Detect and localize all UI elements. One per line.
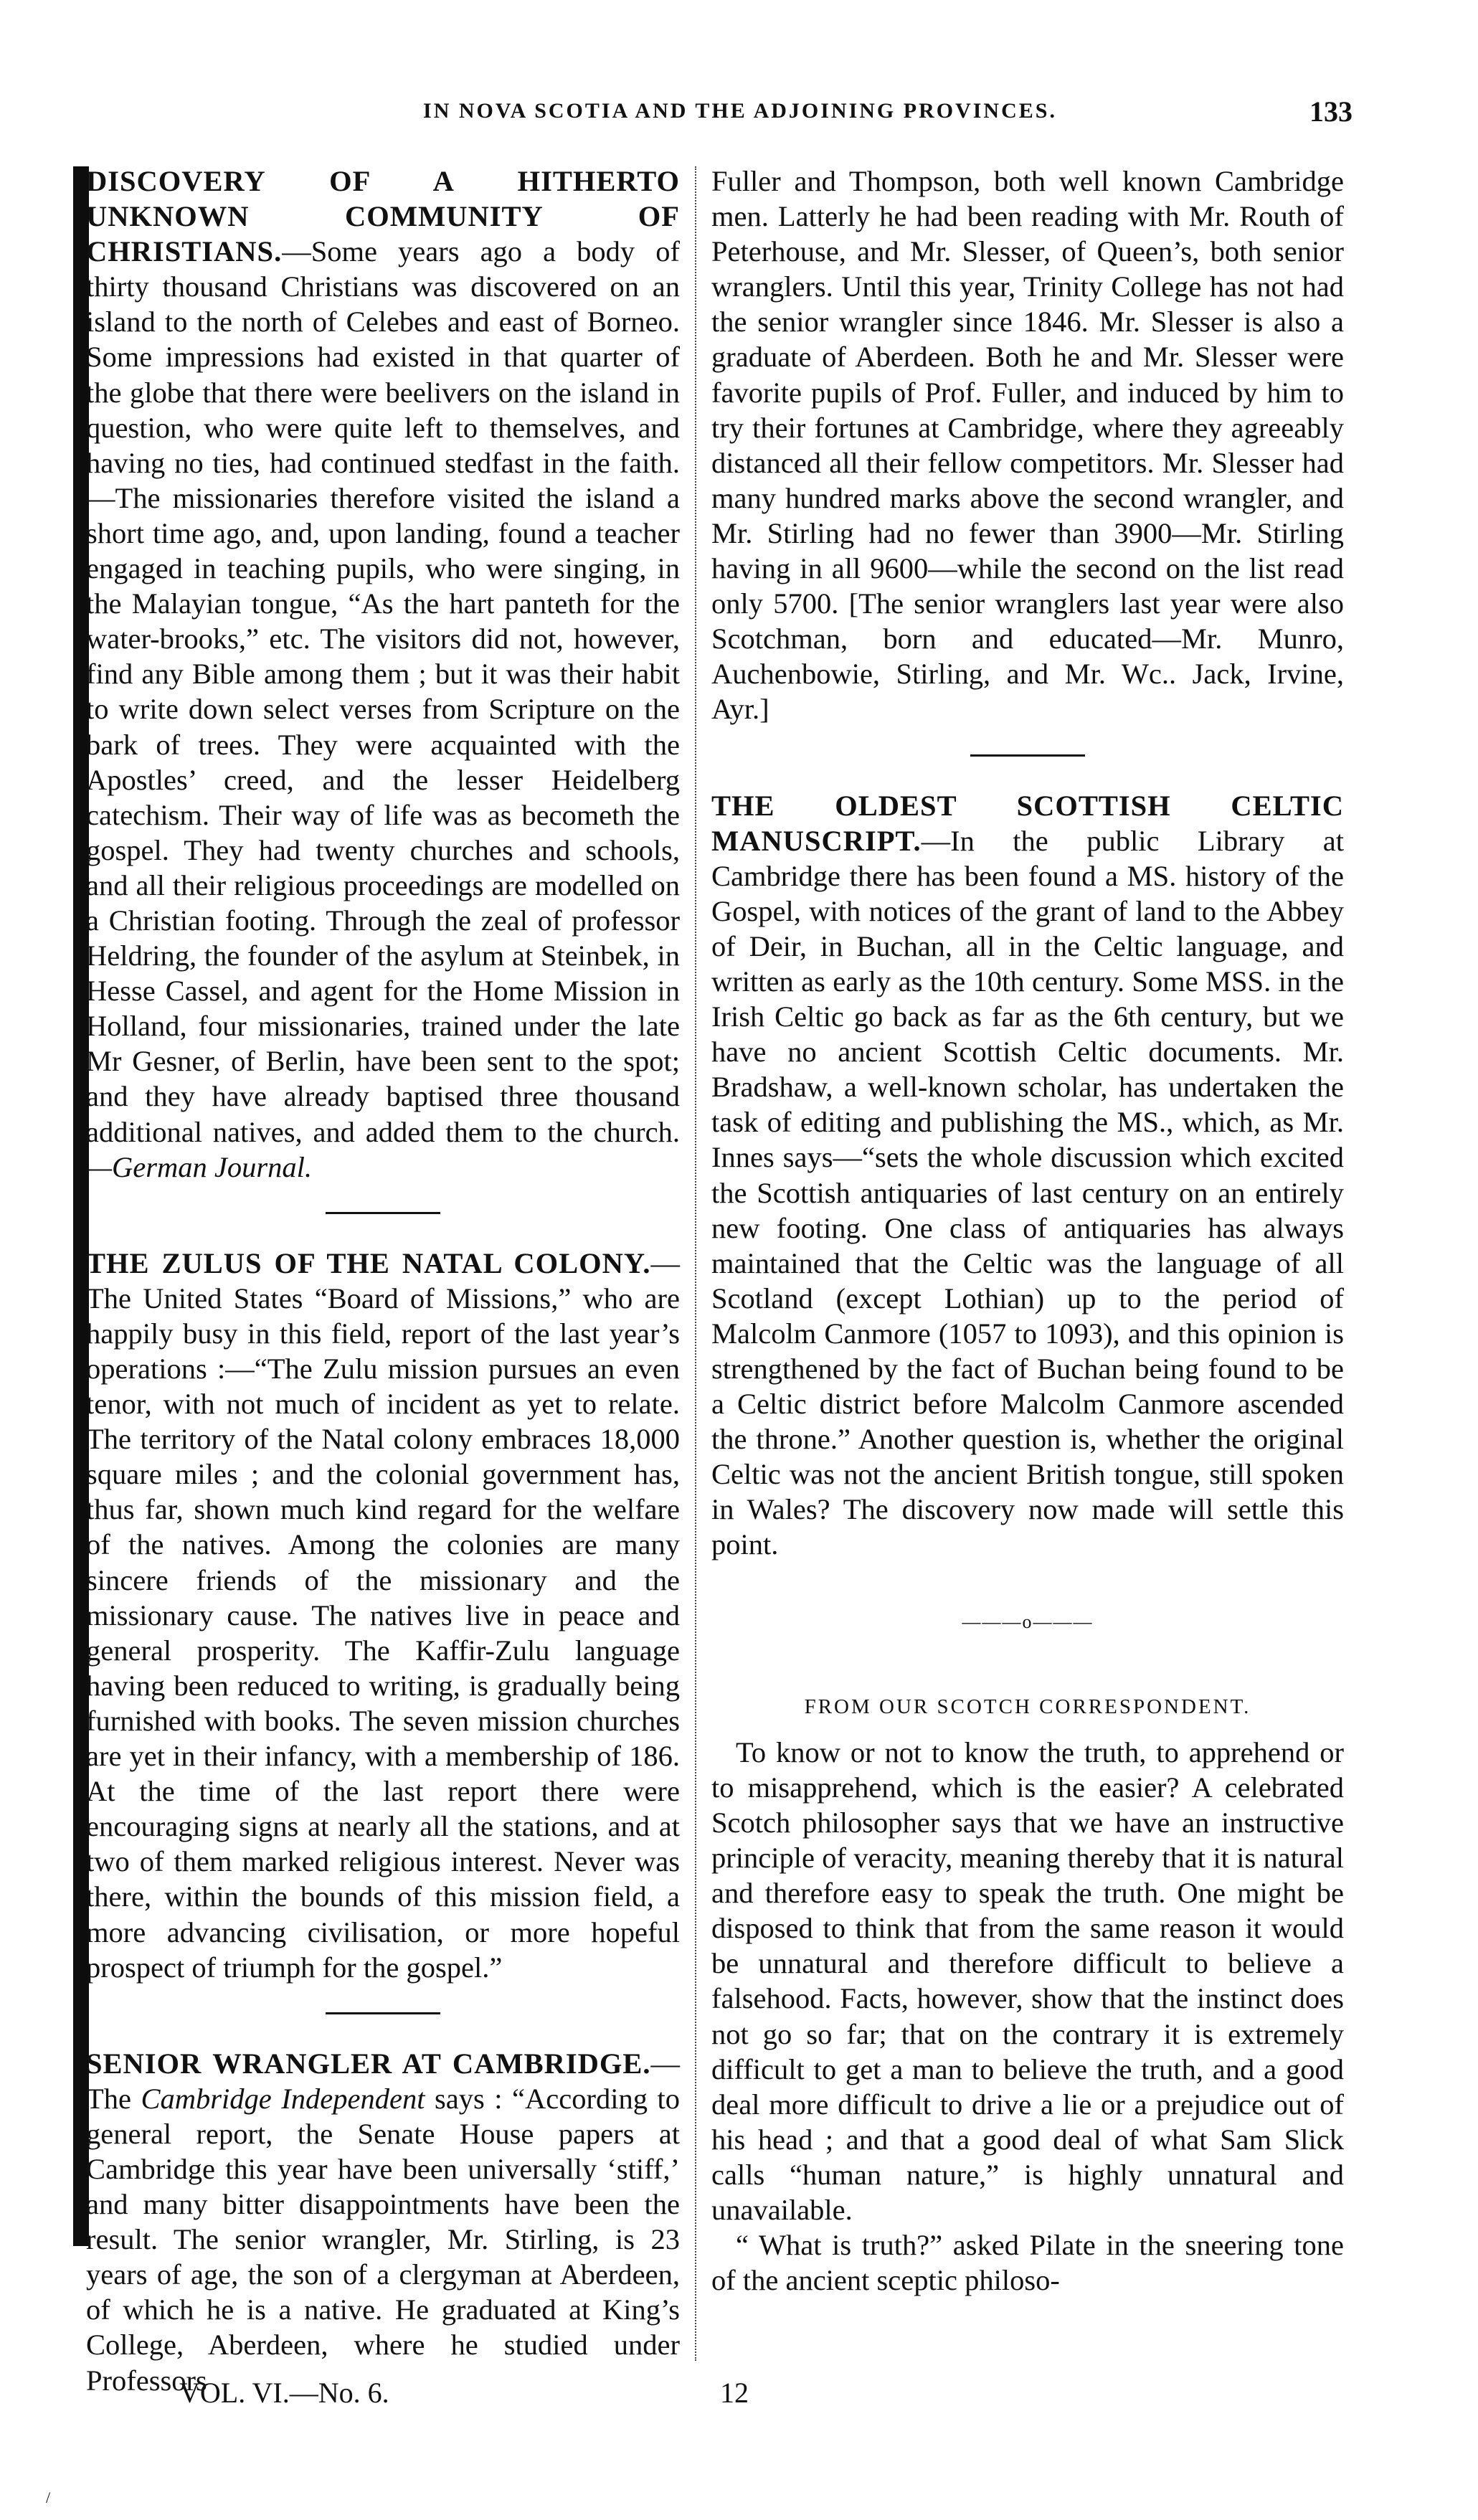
paragraph: “ What is truth?” asked Pilate in the sneering tone of the ancient sceptic philoso- (711, 2229, 1344, 2297)
article-senior-wrangler (86, 2046, 680, 2398)
article-body: —In the public Library at Cambridge there has been found a MS. history of the Gospel, with notices of the grant of land to the Abbey of Deir, in Buchan, all in the Celtic language, and written as early as the 10th century. Some MSS. in the Irish Celtic go back as far as the 6th century, but we have no ancient Scottish Celtic documents. Mr. Bradshaw, a well-known scholar, has undertaken the task of editing and publishing the MS., which, as Mr. Innes says—“sets the whole discussion which excited the Scottish antiquaries of last century on an entirely new footing. One class of antiquaries has always maintained that the Celtic was the language of all Scotland (except Lothian) up to the period of Malcolm Canmore (1057 to 1093), and this opinion is strengthened by the fact of Buchan being found to be a Celtic district before Malcolm Canmore ascended the throne.” Another question is, whether the original Celtic was not the ancient British tongue, still spoken in Wales? The discovery now made will settle this point. (711, 824, 1344, 1561)
ornament-divider: ———o——— (962, 1611, 1094, 1632)
ornament-o: o (1022, 1611, 1033, 1632)
right-column (711, 164, 1344, 2298)
article-heading: SENIOR WRANGLER AT CAMBRIDGE. (86, 2047, 651, 2080)
running-head: IN NOVA SCOTIA AND THE ADJOINING PROVINCES. (423, 99, 1057, 123)
left-column (86, 164, 680, 2398)
section-divider (970, 754, 1085, 757)
article-heading: THE ZULUS OF THE NATAL COLONY. (86, 1246, 651, 1279)
article-unknown-christians (86, 164, 680, 1185)
section-divider (326, 1212, 440, 1214)
article-senior-wrangler-continued: Fuller and Thompson, both well known Cambridge men. Latterly he had been reading with Mr. Routh of Peterhouse, and Mr. Slesser, of Queen’s, both senior wranglers. Until this year, Trinity College has not had the senior wrangler since 1846. Mr. Slesser is also a graduate of Aberdeen. Both he and Mr. Slesser were favorite pupils of Prof. Fuller, and induced by him to try their fortunes at Cambridge, where they agreeably distanced all their fellow competitors. Mr. Slesser had many hundred marks above the second wrangler, and Mr. Stirling had no fewer than 3900—Mr. Stirling having in all 9600—while the second on the list read only 5700. [The senior wranglers last year were also Scotchman, born and educated—Mr. Munro, Auchenbowie, Stirling, and Mr. Wc.. Jack, Irvine, Ayr.] (711, 165, 1344, 726)
article-body-start: —The (86, 2047, 680, 2115)
article-celtic-manuscript (711, 788, 1344, 1563)
article-heading: DISCOVERY OF A HITHERTO UNKNOWN COMMUNITY OF CHRISTIANS. (86, 165, 680, 268)
article-body: says : “According to general report, the Senate House papers at Cambridge this year have been universally ‘stiff,’ and many bitter disappointments have been the result. The senior wrangler, Mr. Stirling, is 23 years of age, the son of a clergyman at Aberdeen, of which he is a native. He graduated at King’s College, Aberdeen, where he studied under Professors (86, 2082, 680, 2397)
column-rule (695, 166, 696, 2361)
section-heading: FROM OUR SCOTCH CORRESPONDENT. (804, 1695, 1251, 1718)
section-divider (326, 2012, 440, 2014)
article-heading: THE OLDEST SCOTTISH CELTIC MANUSCRIPT. (711, 789, 1344, 857)
article-body: —Some years ago a body of thirty thousand Christians was discovered on an island to the north of Celebes and east of Borneo. Some impressions had existed in that quarter of the globe that there were beelivers on the island in question, who were quite left to themselves, and having no ties, had continued stedfast in the faith.—The missionaries therefore visited the island a short time ago, and, upon landing, found a teacher engaged in teaching pupils, who were singing, in the Malayian tongue, “As the hart panteth for the water-brooks,” etc. The visitors did not, however, find any Bible among them ; but it was their habit to write down select verses from Scripture on the bark of trees. They were acquainted with the Apostles’ creed, and the lesser Heidelberg catechism. Their way of life was as becometh the gospel. They had twenty churches and schools, and all their religious proceedings are modelled on a Christian footing. Through the zeal of professor Heldring, the founder of the asylum at Steinbek, in Hesse Cassel, and agent for the Home Mission in Holland, four missionaries, trained under the late Mr Gesner, of Berlin, have been sent to the spot; and they have already baptised three thousand additional natives, and added them to the church. (86, 235, 680, 1148)
paragraph: To know or not to know the truth, to apprehend or to misapprehend, which is the easier? A celebrated Scotch philosopher says that we have an instructive principle of veracity, meaning thereby that it is natural and therefore easy to speak the truth. One might be disposed to think that from the same reason it would be unnatural and therefore difficult to believe a falsehood. Facts, however, show that the instinct does not go so far; that on the contrary it is extremely difficult to get a man to believe the truth, and a good deal more difficult to drive a lie or a prejudice out of his head ; and that a good deal of what Sam Slick calls “human nature,” is highly unnatural and unavailable. (711, 1735, 1344, 2226)
article-source: Cambridge Independent (141, 2082, 425, 2115)
corner-mark: / (46, 2488, 51, 2506)
article-zulus (86, 1246, 680, 1985)
signature-mark: 12 (720, 2377, 749, 2409)
page-number: 133 (1309, 95, 1353, 128)
article-source: —German Journal. (86, 1150, 312, 1183)
article-body: —The United States “Board of Missions,” who are happily busy in this field, report of the last year’s operations :—“The Zulu mission pursues an even tenor, with not much of incident as yet to relate. The territory of the Natal colony embraces 18,000 square miles ; and the colonial government has, thus far, shown much kind regard for the welfare of the natives. Among the colonies are many sincere friends of the missionary and the missionary cause. The natives live in peace and general prosperity. The Kaffir-Zulu language having been reduced to writing, is gradually being furnished with books. The seven mission churches are yet in their infancy, with a membership of 186. At the time of the last report there were encouraging signs at nearly all the stations, and at two of them marked religious interest. Never was there, within the bounds of this mission field, a more advancing civilisation, or more hopeful prospect of triumph for the gospel.” (86, 1246, 680, 1984)
volume-footer: VOL. VI.—No. 6. (179, 2377, 389, 2409)
